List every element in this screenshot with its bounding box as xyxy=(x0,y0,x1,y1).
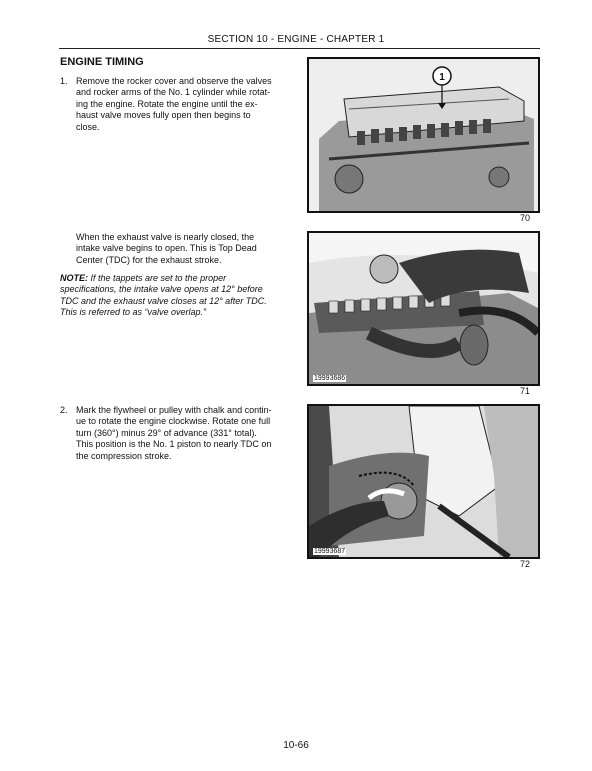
text-line: specifications, the intake valve opens at 12° before xyxy=(60,284,263,295)
text-line: This is referred to as “valve overlap.” xyxy=(60,307,207,318)
note-label: NOTE: xyxy=(60,273,88,283)
text-line: close. xyxy=(76,121,100,132)
text-line: ing the engine. Rotate the engine until the ex- xyxy=(76,98,258,109)
figure-70-engine-rocker-cover xyxy=(307,57,540,213)
text-line: Remove the rocker cover and observe the valves xyxy=(76,76,272,86)
text-line: intake valve begins to open. This is Top Dead xyxy=(76,243,257,254)
figure-number: 72 xyxy=(519,559,530,569)
page-number: 10-66 xyxy=(283,740,309,751)
text-line: and rocker arms of the No. 1 cylinder while rotat- xyxy=(76,87,271,98)
text-line: This position is the No. 1 piston to nearly TDC on xyxy=(76,439,272,450)
callout-number: 1 xyxy=(439,72,445,83)
step-2-text xyxy=(76,405,282,462)
header-rule xyxy=(59,48,540,49)
part-number: 19993687 xyxy=(314,548,346,555)
figure-number: 70 xyxy=(519,213,530,223)
tdc-paragraph xyxy=(76,232,282,266)
section-header: SECTION 10 - ENGINE - CHAPTER 1 xyxy=(207,34,385,45)
figure-72-flywheel-marking xyxy=(307,404,540,559)
text-line: Mark the flywheel or pulley with chalk and contin- xyxy=(76,405,272,415)
text-line: turn (360°) minus 29° of advance (331° total). xyxy=(76,427,257,438)
step-number: 2. xyxy=(60,405,68,415)
text-line: ue to rotate the engine clockwise. Rotate one full xyxy=(76,416,271,427)
note-paragraph xyxy=(60,273,282,319)
figure-number: 71 xyxy=(519,386,530,396)
section-title: ENGINE TIMING xyxy=(60,56,144,68)
step-1-text xyxy=(76,76,282,133)
text-line: If the tappets are set to the proper xyxy=(88,273,227,283)
text-line: When the exhaust valve is nearly closed, the xyxy=(76,232,255,242)
text-line: haust valve moves fully open then begins to xyxy=(76,110,251,121)
part-number: 19993686 xyxy=(314,375,346,382)
text-line: Center (TDC) for the exhaust stroke. xyxy=(76,254,222,265)
figure-71-valve-train xyxy=(307,231,540,386)
text-line: the compression stroke. xyxy=(76,450,172,461)
step-number: 1. xyxy=(60,76,68,86)
text-line: TDC and the exhaust valve closes at 12° after TDC. xyxy=(60,295,267,306)
